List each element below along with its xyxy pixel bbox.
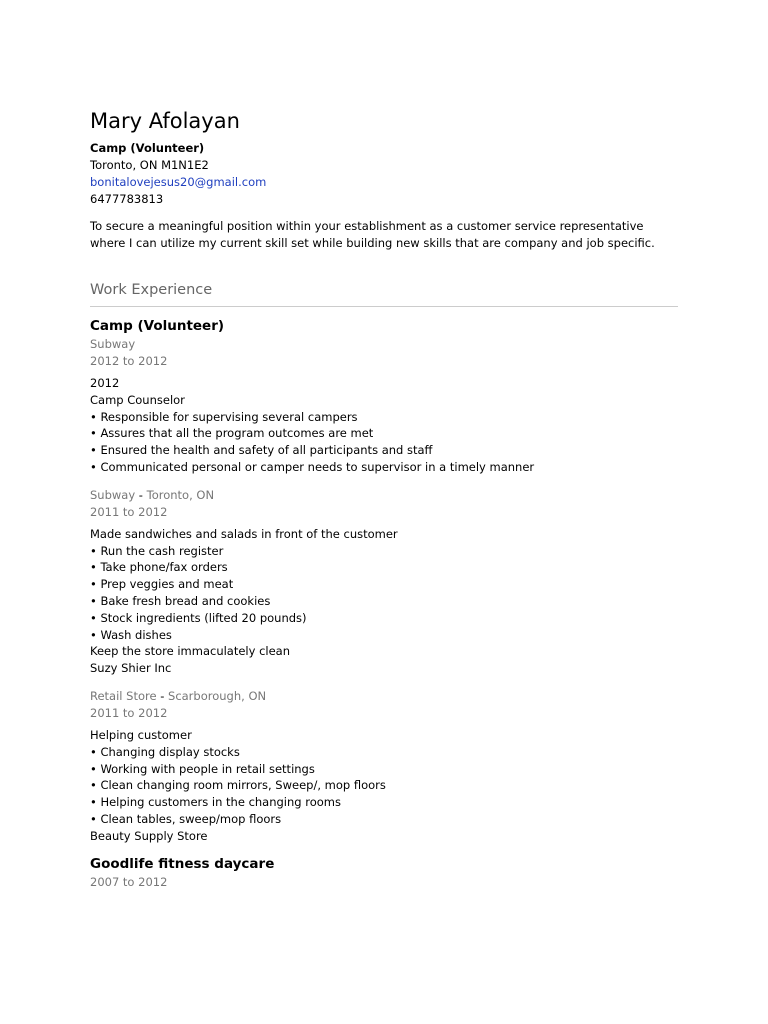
- company: Retail Store: [90, 688, 157, 703]
- job-title: Goodlife fitness daycare: [90, 855, 275, 872]
- description-line: • Communicated personal or camper needs to supervisor in a timely manner: [90, 459, 535, 474]
- dates: 2007 to 2012: [90, 874, 168, 889]
- location: Scarborough, ON: [168, 688, 267, 703]
- description-line: • Responsible for supervising several campers: [90, 409, 358, 424]
- section-divider: [90, 306, 678, 307]
- section-title-work-experience: Work Experience: [90, 282, 213, 298]
- description-line: • Ensured the health and safety of all participants and staff: [90, 443, 433, 458]
- headline: Camp (Volunteer): [90, 141, 205, 155]
- description-line: Helping customer: [90, 727, 192, 742]
- description-line: Made sandwiches and salads in front of the customer: [90, 526, 398, 541]
- description-line: • Stock ingredients (lifted 20 pounds): [90, 610, 307, 625]
- description-line: • Run the cash register: [90, 543, 224, 558]
- description-line: Beauty Supply Store: [90, 828, 208, 843]
- resume-page: [90, 106, 678, 891]
- description-line: • Bake fresh bread and cookies: [90, 593, 271, 608]
- company-location: [90, 688, 678, 705]
- email-link[interactable]: bonitalovejesus20@gmail.com: [90, 175, 267, 189]
- phone: 6477783813: [90, 192, 164, 206]
- description-line: 2012: [90, 376, 120, 390]
- description-line: Camp Counselor: [90, 392, 185, 407]
- company: Subway: [90, 337, 136, 351]
- description-line: Suzy Shier Inc: [90, 661, 172, 676]
- company-location: [90, 487, 678, 504]
- location: Toronto, ON: [146, 487, 215, 502]
- description-line: • Helping customers in the changing rooms: [90, 795, 341, 810]
- description-line: • Assures that all the program outcomes are met: [90, 426, 374, 441]
- work-entry: [90, 854, 678, 891]
- separator: -: [156, 688, 169, 703]
- job-description: [90, 375, 678, 476]
- description-line: • Changing display stocks: [90, 744, 240, 759]
- description-line: • Working with people in retail settings: [90, 761, 315, 776]
- work-entry: [90, 688, 678, 845]
- description-line: Keep the store immaculately clean: [90, 644, 291, 659]
- work-entry: [90, 487, 678, 677]
- job-title: Camp (Volunteer): [90, 318, 225, 334]
- description-line: • Prep veggies and meat: [90, 577, 234, 592]
- dates: 2012 to 2012: [90, 354, 168, 368]
- dates: 2011 to 2012: [90, 705, 168, 720]
- work-entry: [90, 316, 678, 476]
- description-line: • Clean changing room mirrors, Sweep/, mop floors: [90, 778, 386, 793]
- description-line: • Take phone/fax orders: [90, 560, 228, 575]
- job-description: [90, 727, 678, 845]
- objective: To secure a meaningful position within your establishment as a customer service representative where I can utilize my current skill set while building new skills that are company and job specific.: [90, 219, 655, 250]
- location: Toronto, ON M1N1E2: [90, 158, 209, 172]
- description-line: • Wash dishes: [90, 627, 172, 642]
- description-line: • Clean tables, sweep/mop floors: [90, 811, 282, 826]
- company: Subway: [90, 487, 136, 502]
- candidate-name: Mary Afolayan: [90, 109, 240, 133]
- job-description: [90, 526, 678, 677]
- dates: 2011 to 2012: [90, 504, 168, 519]
- separator: -: [135, 487, 147, 502]
